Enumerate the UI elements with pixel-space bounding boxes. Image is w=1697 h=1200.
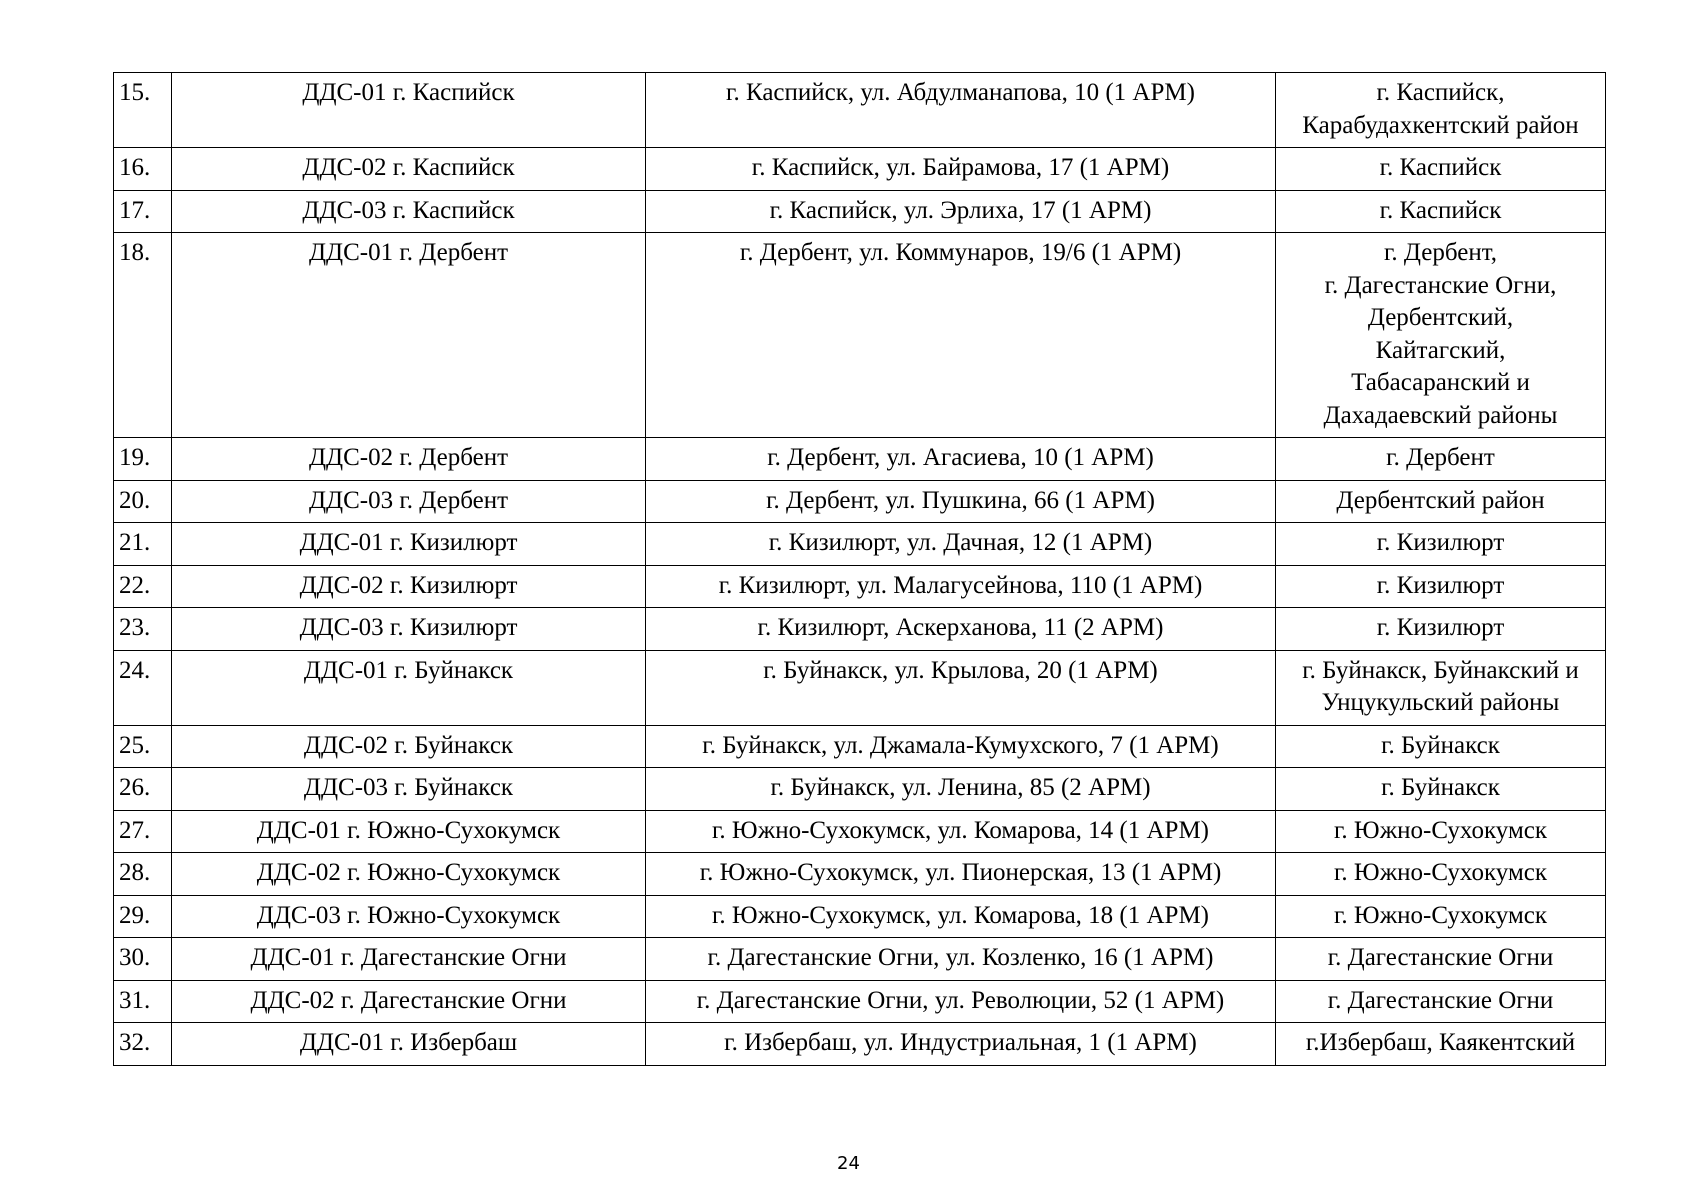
service-name-cell: ДДС-03 г. Кизилюрт — [172, 608, 646, 651]
coverage-area-cell: г. Буйнакск — [1276, 768, 1606, 811]
address-cell: г. Южно-Сухокумск, ул. Комарова, 18 (1 АРМ) — [646, 895, 1276, 938]
table-row — [114, 190, 1606, 233]
row-number-cell: 26. — [114, 768, 172, 811]
address-cell: г. Кизилюрт, ул. Дачная, 12 (1 АРМ) — [646, 523, 1276, 566]
coverage-area-cell: г. Дербент — [1276, 438, 1606, 481]
coverage-area-cell: г. Южно-Сухокумск — [1276, 853, 1606, 896]
address-cell: г. Буйнакск, ул. Ленина, 85 (2 АРМ) — [646, 768, 1276, 811]
table-body — [114, 73, 1606, 1066]
row-number-cell: 16. — [114, 148, 172, 191]
row-number-cell: 24. — [114, 650, 172, 725]
address-cell: г. Кизилюрт, Аскерханова, 11 (2 АРМ) — [646, 608, 1276, 651]
table-row — [114, 810, 1606, 853]
table-row — [114, 980, 1606, 1023]
row-number-cell: 22. — [114, 565, 172, 608]
row-number-cell: 29. — [114, 895, 172, 938]
service-name-cell: ДДС-01 г. Избербаш — [172, 1023, 646, 1066]
address-cell: г. Дагестанские Огни, ул. Козленко, 16 (1 АРМ) — [646, 938, 1276, 981]
table-row — [114, 938, 1606, 981]
row-number-cell: 21. — [114, 523, 172, 566]
coverage-area-cell: г. Каспийск, Карабудахкентский район — [1276, 73, 1606, 148]
row-number-cell: 27. — [114, 810, 172, 853]
row-number-cell: 30. — [114, 938, 172, 981]
coverage-area-cell: г. Дербент, г. Дагестанские Огни, Дербентский, Кайтагский, Табасаранский и Дахадаевский районы — [1276, 233, 1606, 438]
address-cell: г. Дербент, ул. Агасиева, 10 (1 АРМ) — [646, 438, 1276, 481]
service-name-cell: ДДС-02 г. Южно-Сухокумск — [172, 853, 646, 896]
row-number-cell: 32. — [114, 1023, 172, 1066]
service-name-cell: ДДС-01 г. Кизилюрт — [172, 523, 646, 566]
row-number-cell: 15. — [114, 73, 172, 148]
row-number-cell: 25. — [114, 725, 172, 768]
address-cell: г. Дербент, ул. Пушкина, 66 (1 АРМ) — [646, 480, 1276, 523]
address-cell: г. Буйнакск, ул. Джамала-Кумухского, 7 (1 АРМ) — [646, 725, 1276, 768]
service-name-cell: ДДС-02 г. Кизилюрт — [172, 565, 646, 608]
coverage-area-cell: г. Дагестанские Огни — [1276, 980, 1606, 1023]
row-number-cell: 17. — [114, 190, 172, 233]
coverage-area-cell: г. Буйнакск — [1276, 725, 1606, 768]
table-row — [114, 895, 1606, 938]
coverage-area-cell: г. Южно-Сухокумск — [1276, 895, 1606, 938]
row-number-cell: 28. — [114, 853, 172, 896]
table-row — [114, 725, 1606, 768]
coverage-area-cell: г. Дагестанские Огни — [1276, 938, 1606, 981]
service-name-cell: ДДС-03 г. Буйнакск — [172, 768, 646, 811]
service-name-cell: ДДС-02 г. Дербент — [172, 438, 646, 481]
table-row — [114, 768, 1606, 811]
address-cell: г. Избербаш, ул. Индустриальная, 1 (1 АРМ) — [646, 1023, 1276, 1066]
service-name-cell: ДДС-01 г. Каспийск — [172, 73, 646, 148]
coverage-area-cell: г. Южно-Сухокумск — [1276, 810, 1606, 853]
address-cell: г. Южно-Сухокумск, ул. Пионерская, 13 (1 АРМ) — [646, 853, 1276, 896]
table-row — [114, 853, 1606, 896]
address-cell: г. Дагестанские Огни, ул. Революции, 52 (1 АРМ) — [646, 980, 1276, 1023]
service-name-cell: ДДС-01 г. Южно-Сухокумск — [172, 810, 646, 853]
table-row — [114, 73, 1606, 148]
service-name-cell: ДДС-03 г. Дербент — [172, 480, 646, 523]
table-row — [114, 608, 1606, 651]
coverage-area-cell: г. Кизилюрт — [1276, 565, 1606, 608]
row-number-cell: 19. — [114, 438, 172, 481]
table-row — [114, 565, 1606, 608]
table-row — [114, 523, 1606, 566]
row-number-cell: 31. — [114, 980, 172, 1023]
table-row — [114, 148, 1606, 191]
table-row — [114, 650, 1606, 725]
address-cell: г. Каспийск, ул. Эрлиха, 17 (1 АРМ) — [646, 190, 1276, 233]
service-name-cell: ДДС-03 г. Каспийск — [172, 190, 646, 233]
address-cell: г. Дербент, ул. Коммунаров, 19/6 (1 АРМ) — [646, 233, 1276, 438]
service-name-cell: ДДС-02 г. Буйнакск — [172, 725, 646, 768]
service-name-cell: ДДС-01 г. Дагестанские Огни — [172, 938, 646, 981]
table-row — [114, 1023, 1606, 1066]
service-name-cell: ДДС-03 г. Южно-Сухокумск — [172, 895, 646, 938]
row-number-cell: 18. — [114, 233, 172, 438]
coverage-area-cell: г. Буйнакск, Буйнакский и Унцукульский районы — [1276, 650, 1606, 725]
table-row — [114, 480, 1606, 523]
coverage-area-cell: Дербентский район — [1276, 480, 1606, 523]
service-name-cell: ДДС-02 г. Дагестанские Огни — [172, 980, 646, 1023]
table-row — [114, 233, 1606, 438]
dds-table — [113, 72, 1606, 1066]
service-name-cell: ДДС-01 г. Буйнакск — [172, 650, 646, 725]
row-number-cell: 20. — [114, 480, 172, 523]
page-number: 24 — [837, 1153, 860, 1174]
row-number-cell: 23. — [114, 608, 172, 651]
coverage-area-cell: г. Кизилюрт — [1276, 608, 1606, 651]
coverage-area-cell: г. Кизилюрт — [1276, 523, 1606, 566]
address-cell: г. Буйнакск, ул. Крылова, 20 (1 АРМ) — [646, 650, 1276, 725]
address-cell: г. Южно-Сухокумск, ул. Комарова, 14 (1 АРМ) — [646, 810, 1276, 853]
coverage-area-cell: г.Избербаш, Каякентский — [1276, 1023, 1606, 1066]
table-row — [114, 438, 1606, 481]
address-cell: г. Кизилюрт, ул. Малагусейнова, 110 (1 АРМ) — [646, 565, 1276, 608]
address-cell: г. Каспийск, ул. Абдулманапова, 10 (1 АРМ) — [646, 73, 1276, 148]
service-name-cell: ДДС-01 г. Дербент — [172, 233, 646, 438]
coverage-area-cell: г. Каспийск — [1276, 148, 1606, 191]
coverage-area-cell: г. Каспийск — [1276, 190, 1606, 233]
service-name-cell: ДДС-02 г. Каспийск — [172, 148, 646, 191]
address-cell: г. Каспийск, ул. Байрамова, 17 (1 АРМ) — [646, 148, 1276, 191]
